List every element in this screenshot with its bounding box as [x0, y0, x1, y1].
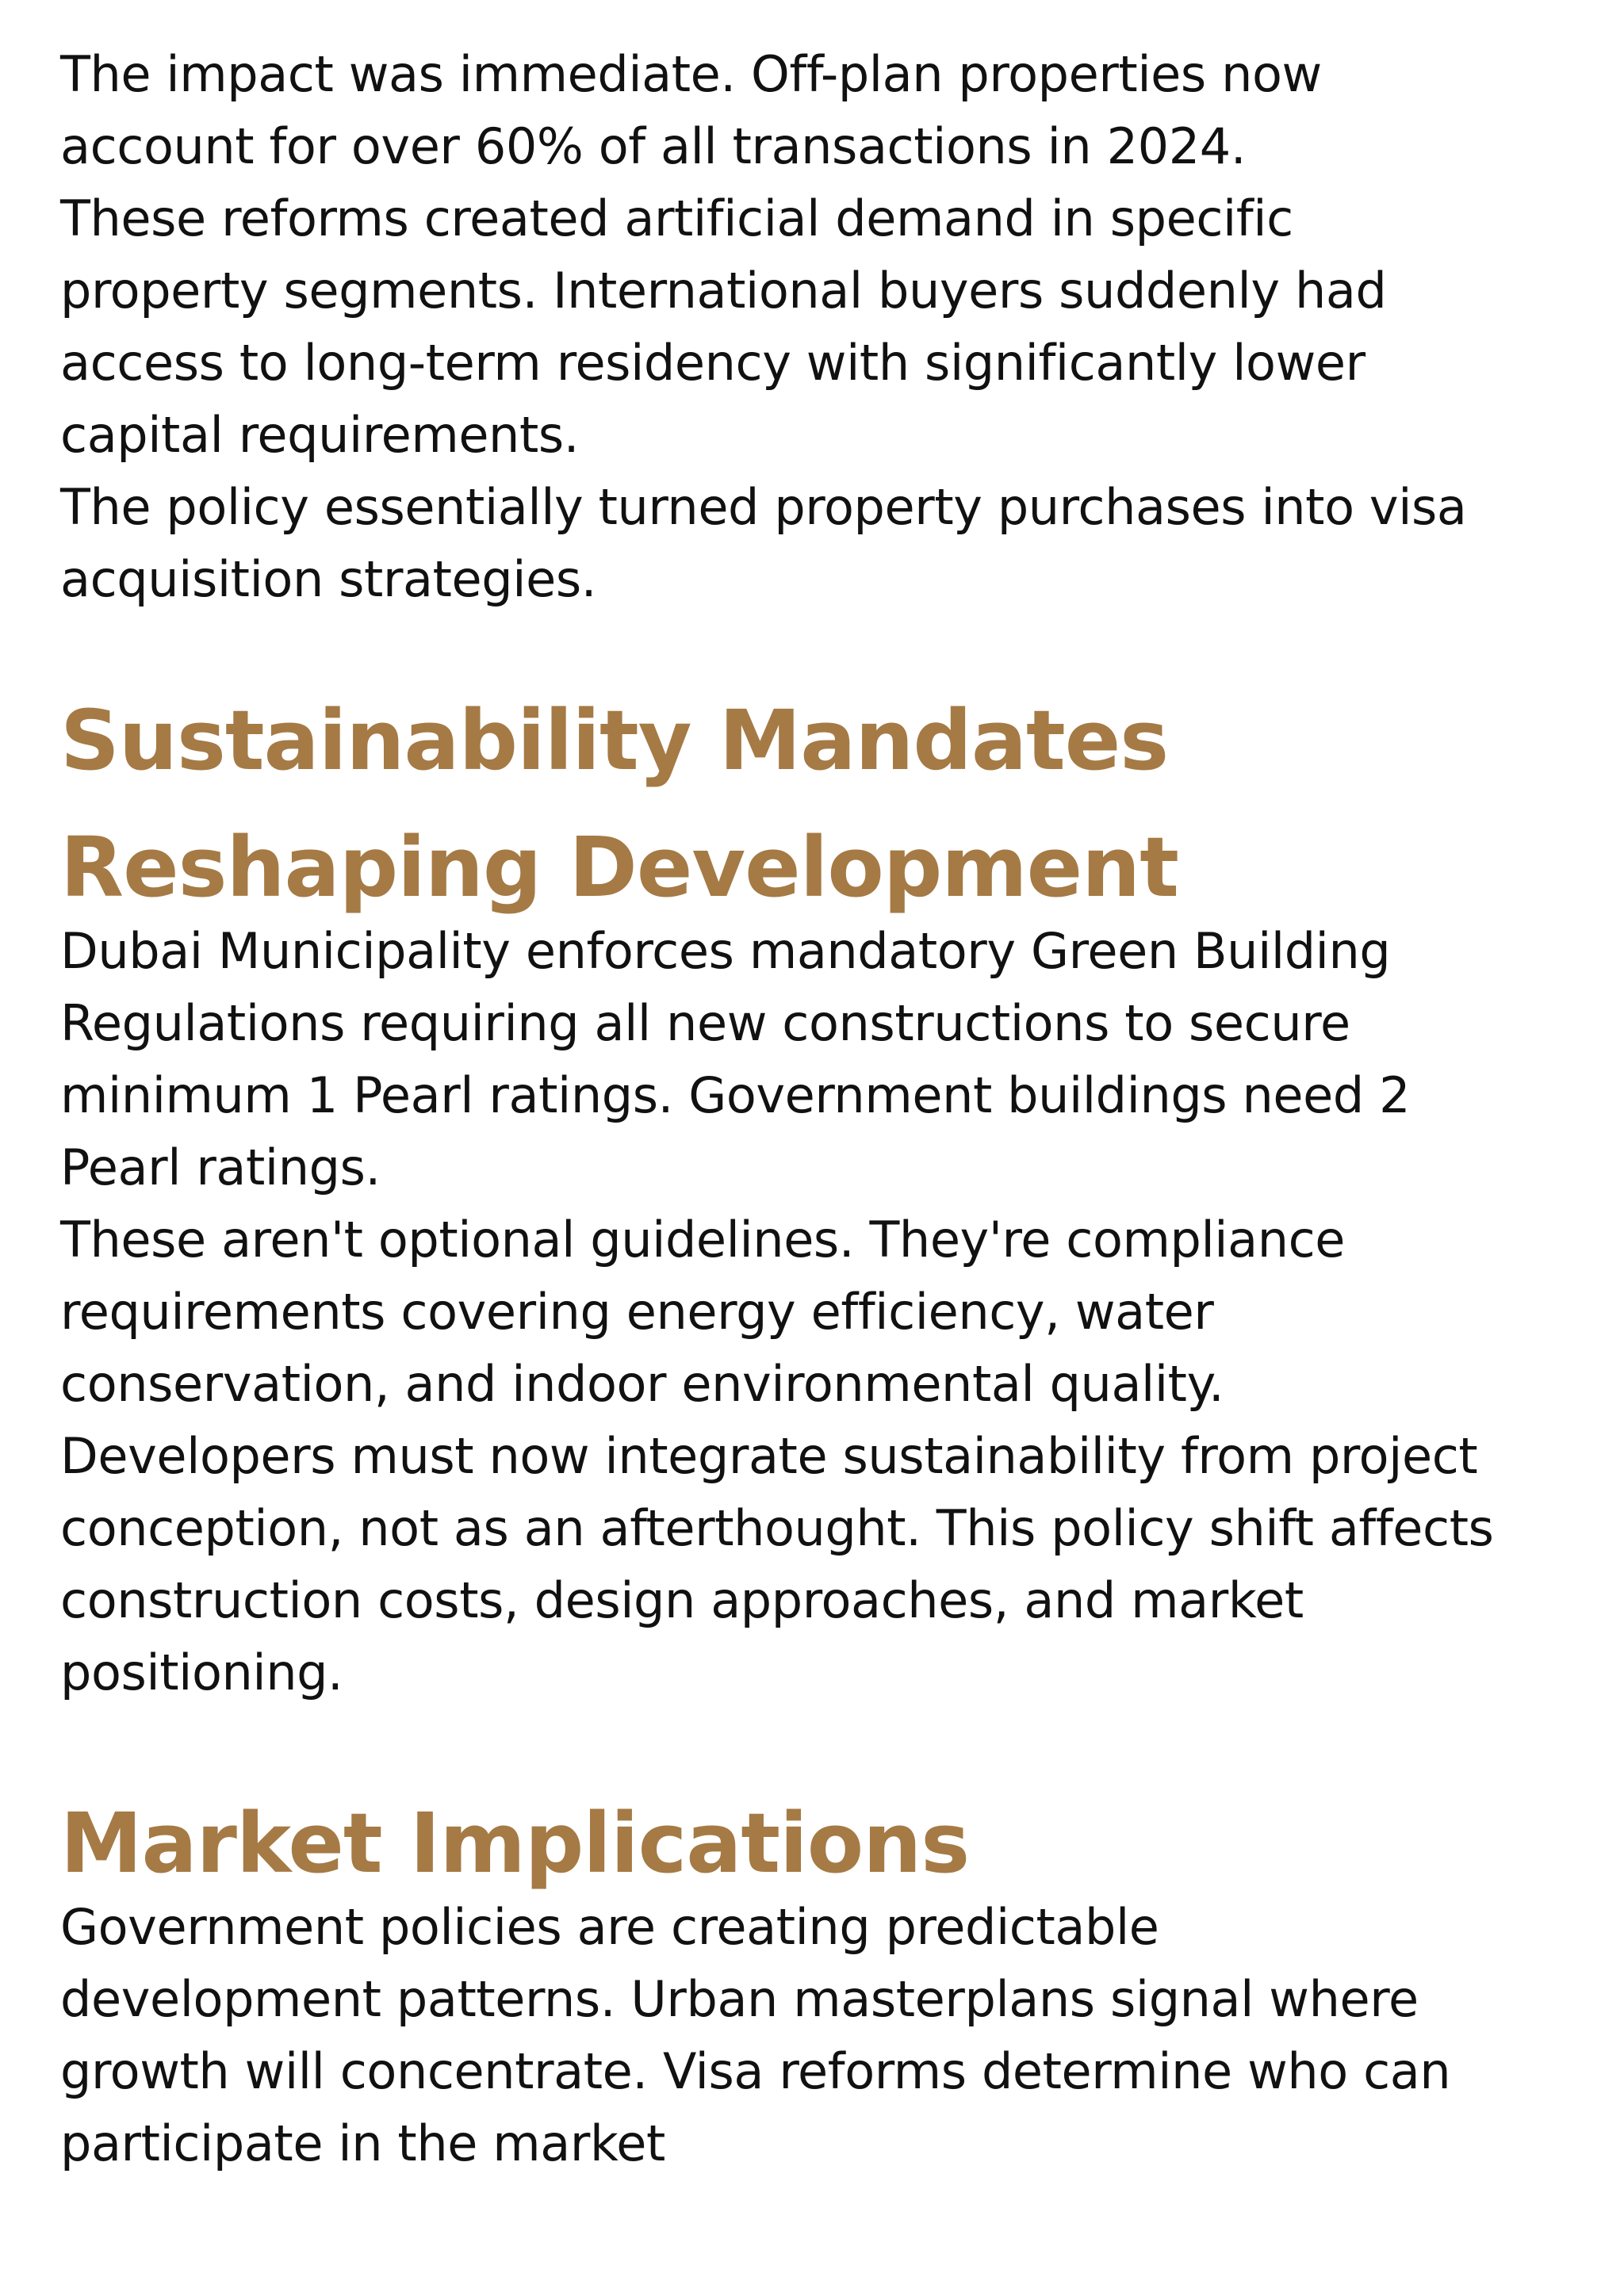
- paragraph-off-plan-impact: [60, 38, 1599, 182]
- text-line: construction costs, design approaches, and market: [60, 1571, 1304, 1629]
- sustainability-section: [60, 677, 1599, 1709]
- text-line: Government policies are creating predictable: [60, 1898, 1159, 1956]
- text-line: growth will concentrate. Visa reforms determine who can: [60, 2042, 1451, 2100]
- text-line: conservation, and indoor environmental quality.: [60, 1355, 1224, 1413]
- paragraph-market-implications: [60, 1891, 1599, 2179]
- text-line: participate in the market: [60, 2114, 665, 2172]
- paragraph-green-building: [60, 915, 1599, 1203]
- sustainability-body: [60, 915, 1599, 1709]
- text-line: property segments. International buyers suddenly had: [60, 262, 1387, 320]
- text-line: access to long-term residency with significantly lower: [60, 334, 1365, 392]
- document-page: [60, 38, 1599, 2179]
- text-line: positioning.: [60, 1644, 343, 1701]
- paragraph-compliance: [60, 1203, 1599, 1420]
- text-line: minimum 1 Pearl ratings. Government buildings need 2: [60, 1066, 1411, 1124]
- text-line: Pearl ratings.: [60, 1138, 381, 1196]
- text-line: These aren't optional guidelines. They're compliance: [60, 1211, 1346, 1269]
- paragraph-artificial-demand: [60, 182, 1599, 471]
- text-line: requirements covering energy efficiency, water: [60, 1283, 1214, 1341]
- text-line: conception, not as an afterthought. This policy shift affects: [60, 1499, 1494, 1557]
- text-line: acquisition strategies.: [60, 550, 597, 608]
- text-line: Developers must now integrate sustainability from project: [60, 1427, 1478, 1485]
- intro-section: [60, 38, 1599, 615]
- text-line: account for over 60% of all transactions in 2024.: [60, 117, 1247, 175]
- section-heading-market: Market Implications: [60, 1795, 970, 1892]
- text-line: The impact was immediate. Off-plan properties now: [60, 45, 1322, 103]
- section-heading-sustainability: [60, 677, 1599, 931]
- text-line: These reforms created artificial demand in specific: [60, 189, 1293, 247]
- market-body: [60, 1891, 1599, 2179]
- paragraph-developers: [60, 1420, 1599, 1709]
- text-line: capital requirements.: [60, 406, 580, 464]
- text-line: Dubai Municipality enforces mandatory Green Building: [60, 922, 1391, 980]
- text-line: The policy essentially turned property purchases into visa: [60, 478, 1467, 536]
- text-line: Regulations requiring all new constructions to secure: [60, 994, 1350, 1052]
- heading-line: Reshaping Development: [60, 819, 1178, 916]
- heading-line: Sustainability Mandates: [60, 692, 1169, 789]
- paragraph-visa-strategies: [60, 471, 1599, 615]
- text-line: development patterns. Urban masterplans signal where: [60, 1970, 1419, 2028]
- market-section: [60, 1780, 1599, 2179]
